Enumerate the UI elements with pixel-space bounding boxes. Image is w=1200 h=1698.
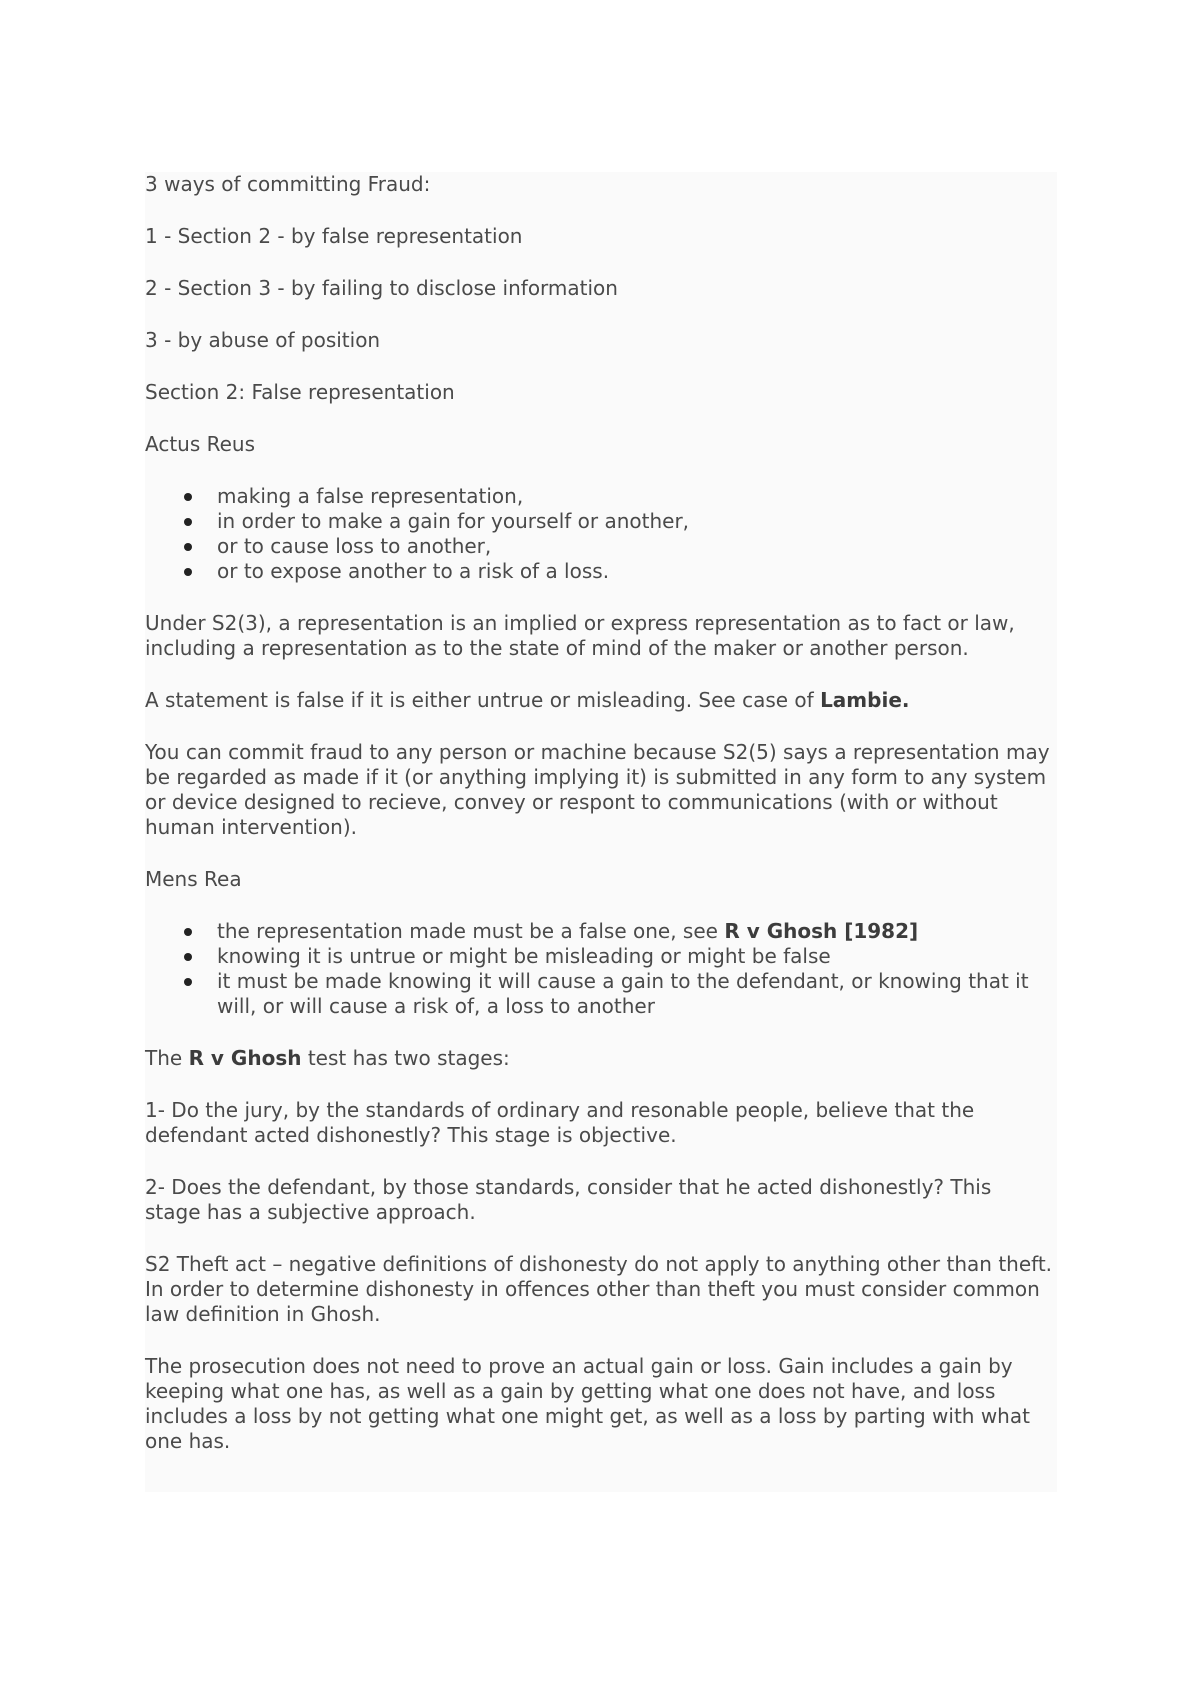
- list-item: it must be made knowing it will cause a gain to the defendant, or knowing that it will, or will cause a risk of, a loss to another: [217, 969, 1053, 1019]
- mens-rea-list: [145, 919, 1053, 1019]
- s2-3-paragraph: Under S2(3), a representation is an implied or express representation as to fact or law, including a representation as to the state of mind of the maker or another person.: [145, 611, 1015, 660]
- case-r-v-ghosh-test: R v Ghosh: [188, 1046, 302, 1070]
- s2-5-paragraph: You can commit fraud to any person or machine because S2(5) says a representation may be regarded as made if it (or anything implying it) is submitted in any form to any system or device designed to recieve, convey or respont to communications (with or without human intervention).: [145, 740, 1050, 839]
- ghosh-intro-before: The: [145, 1046, 189, 1070]
- list-item: [217, 919, 1053, 944]
- prosecution-paragraph: The prosecution does not need to prove an actual gain or loss. Gain includes a gain by keeping what one has, as well as a gain by getting what one does not have, and loss includes a loss by not getting what one might get, as well as a loss by parting with what one has.: [145, 1354, 1030, 1453]
- list-item: or to expose another to a risk of a loss.: [217, 559, 1053, 584]
- ghosh-stage-1: 1- Do the jury, by the standards of ordinary and resonable people, believe that the defendant acted dishonestly? This stage is objective.: [145, 1098, 975, 1147]
- ghosh-intro: [145, 1046, 1053, 1071]
- list-item: making a false representation,: [217, 484, 1053, 509]
- case-lambie: Lambie.: [820, 688, 910, 712]
- theft-act-paragraph: S2 Theft act – negative definitions of dishonesty do not apply to anything other than theft. In order to determine dishonesty in offences other than theft you must consider common law definition in Ghosh.: [145, 1252, 1053, 1326]
- way-1: 1 - Section 2 - by false representation: [145, 224, 523, 248]
- list-item: in order to make a gain for yourself or another,: [217, 509, 1053, 534]
- way-3: 3 - by abuse of position: [145, 328, 381, 352]
- actus-reus-list: [145, 484, 1053, 584]
- list-item: or to cause loss to another,: [217, 534, 1053, 559]
- section2-heading: Section 2: False representation: [145, 380, 455, 404]
- false-statement-text: A statement is false if it is either untrue or misleading. See case of: [145, 688, 821, 712]
- ghosh-stage-2: 2- Does the defendant, by those standards, consider that he acted dishonestly? This stage has a subjective approach.: [145, 1175, 992, 1224]
- way-2: 2 - Section 3 - by failing to disclose information: [145, 276, 618, 300]
- mens-rea-item-1-text: the representation made must be a false one, see: [217, 919, 725, 943]
- mens-rea-heading: Mens Rea: [145, 867, 242, 891]
- actus-reus-heading: Actus Reus: [145, 432, 256, 456]
- list-item: knowing it is untrue or might be misleading or might be false: [217, 944, 1053, 969]
- case-r-v-ghosh: R v Ghosh [1982]: [724, 919, 919, 943]
- intro-heading: 3 ways of committing Fraud:: [145, 172, 431, 196]
- document-body: [145, 172, 1057, 1492]
- ghosh-intro-after: test has two stages:: [301, 1046, 510, 1070]
- false-statement-paragraph: [145, 688, 1053, 713]
